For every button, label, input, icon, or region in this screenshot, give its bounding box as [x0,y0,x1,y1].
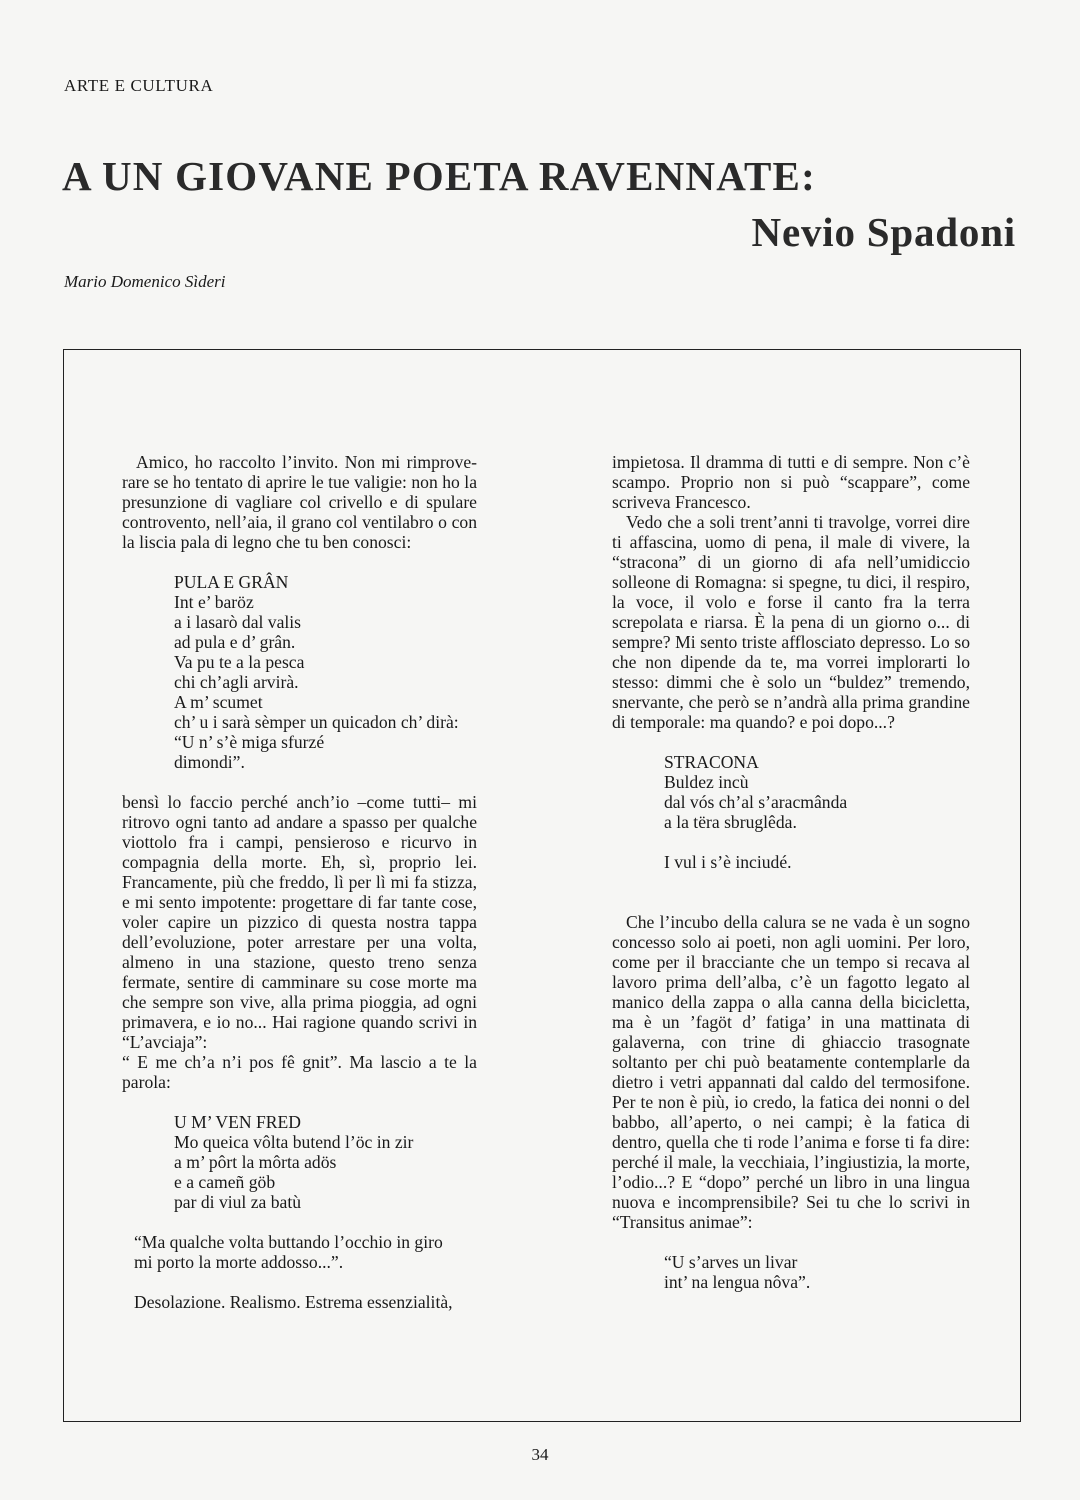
poem-line: “U n’ s’è miga sfurzé [174,732,325,752]
paragraph: impietosa. Il dramma di tutti e di sempre. Non c’è scampo. Proprio non si può “scappare”, come scriveva Francesco. [612,452,970,512]
paragraph: bensì lo faccio perché anch’io –come tutti– mi ritrovo ogni tanto ad andare a spasso per qualche viottolo fra i campi, pensieroso e ricurvo in compagnia della morte. Eh, sì, proprio lei. Francamente, più che freddo, lì per lì mi fa stizza, e mi sento impotente: progettare di far tante cose, voler capire un pizzico di questa nostra tappa dell’evoluzione, poter arrestare per una volta, almeno in una stazione, questo treno senza fermate, sentire di camminare su cose morte ma che sempre son vive, alla prima pioggia, ad ogni primavera, e io no... Hai ragione quando scrivi in “L’avciaja”: [122,792,477,1052]
right-column [612,452,970,1292]
page-number: 34 [531,1445,549,1464]
poem-line: I vul i s’è inciudé. [664,852,792,872]
paragraph: Vedo che a soli trent’anni ti travolge, vorrei dire ti affascina, uomo di pena, il male di vivere, la “stracona” di un giorno di afa nell’umidiccio solleone di Romagna: si spegne, tu dici, il respiro, la voce, il volo e forse il canto fra la terra screpolata e riarsa. È la pena di un giorno o... di sempre? Mi sento triste afflosciato depresso. Lo so che non dipende da te, ma vorrei implorarti lo stesso: dimmi che è solo un “buldez” tremendo, snervante, che però se n’andrà alla prima grandine di temporale: ma quando? e poi dopo...? [612,512,970,732]
poem-pula-e-gran [174,572,477,772]
poem-line: Mo queica vôlta butend l’öc in zir [174,1132,414,1152]
paragraph: Che l’incubo della calura se ne vada è un sogno concesso solo ai poeti, non agli uomini. Per loro, come per il bracciante che un tempo si recava al lavoro prima dell’alba, c’è un fagotto legato al manico della zappa o alla canna della bicicletta, ma è un ’fagöt d’ fatiga’ in una mattinata di galaverna, con trine di ghiaccio trasognate soltanto per chi può beatamente contemplarle da dietro i vetri appannati dal caldo del termosifone. Per te non è più, io credo, la fatica dei nonni o del babbo, all’aperto, o nei campi; è la fatica di dentro, quella che ti rode l’anima e forse ti fa dire: perché il male, la vecchiaia, l’ingiustizia, la morte, l’odio...? E “dopo” perché un libro in una lingua nuova e incomprensibile? Sei tu che lo scrivi in “Transitus animae”: [612,912,970,1232]
poem-line: a la tëra sbruglêda. [664,812,797,832]
poem-line: e a cameñ göb [174,1172,276,1192]
author-byline: Mario Domenico Sìderi [64,272,226,291]
poem-line: dal vós ch’al s’aracmânda [664,792,848,812]
poem-line: Va pu te a la pesca [174,652,305,672]
poem-line: chi ch’agli arvirà. [174,672,299,692]
poem-line: dimondi”. [174,752,245,772]
paragraph: Desolazione. Realismo. Estrema essenzialità, [134,1292,453,1312]
poem-line: Int e’ baröz [174,592,254,612]
poem-line: U M’ VEN FRED [174,1112,301,1132]
poem-line: Buldez incù [664,772,749,792]
poem-line: PULA E GRÂN [174,572,289,592]
poem-transitus-animae [664,1252,970,1292]
poem-line: ad pula e d’ grân. [174,632,296,652]
poem-line: ch’ u i sarà sèmper un quicadon ch’ dirà: [174,712,459,732]
article-title: A UN GIOVANE POETA RAVENNATE: [62,153,816,199]
quote-line: mi porto la morte addosso...”. [134,1252,344,1272]
poem-u-m-ven-fred [174,1112,477,1212]
poem-line: a m’ pôrt la môrta adös [174,1152,337,1172]
translation-quote [134,1232,477,1272]
poem-line: “U s’arves un livar [664,1252,798,1272]
poem-line: STRACONA [664,752,759,772]
article-subtitle: Nevio Spadoni [751,209,1016,255]
poem-line: par di viul za batù [174,1192,302,1212]
poem-line: A m’ scumet [174,692,263,712]
poem-line: a i lasarò dal valis [174,612,302,632]
paragraph: “ E me ch’a n’i pos fê gnit”. Ma lascio a te la parola: [122,1052,477,1092]
quote-line: “Ma qualche volta buttando l’occhio in giro [134,1232,443,1252]
paragraph: Amico, ho raccolto l’invito. Non mi rimproverare se ho tentato di aprire le tue valigie: non ho la presunzione di vagliare col crivello e di spulare controvento, nell’aia, il grano col ventilabro o con la liscia pala di legno che tu ben conosci: [122,452,477,552]
section-label: ARTE E CULTURA [64,76,214,95]
left-column [122,452,477,1312]
poem-line: int’ na lengua nôva”. [664,1272,811,1292]
poem-stracona [664,752,970,872]
